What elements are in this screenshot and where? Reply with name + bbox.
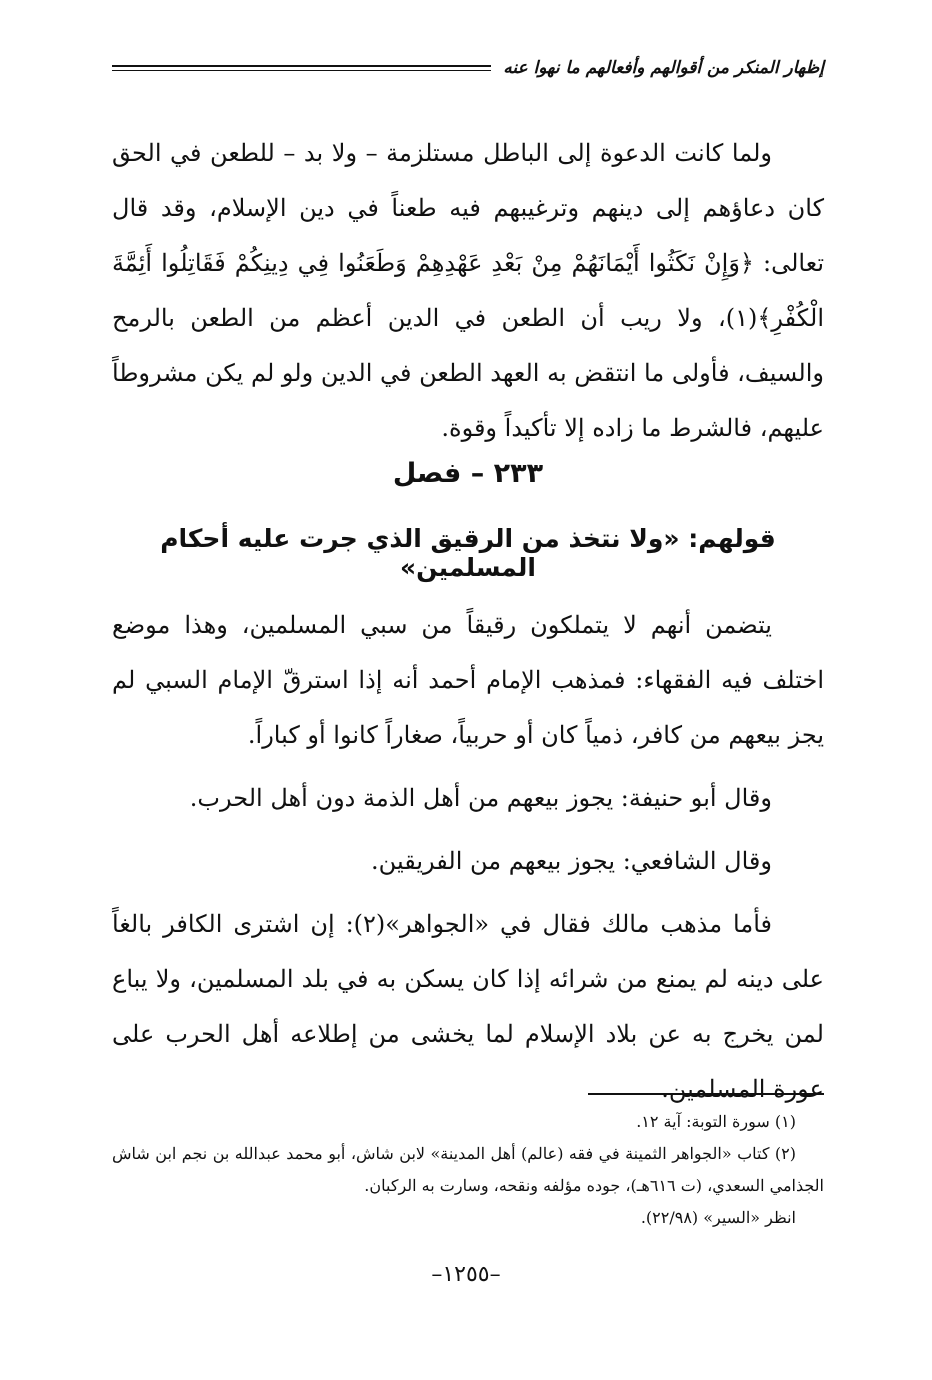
section-number: ٢٣٣ – فصل (392, 458, 544, 489)
paragraph: وقال أبو حنيفة: يجوز بيعهم من أهل الذمة دون أهل الحرب. (189, 784, 772, 812)
footnote: انظر «السير» (٢٢/٩٨). (640, 1208, 796, 1227)
paragraph: يتضمن أنهم لا يتملكون رقيقاً من سبي المسلمين، وهذا موضع اختلف فيه الفقهاء: فمذهب الإمام أحمد أنه إذا استرقّ الإمام السبي لم يجز بيعهم من كافر، ذمياً كان أو حربياً، صغاراً كانوا أو كباراً. (112, 611, 824, 749)
footnote-rule (588, 1093, 824, 1095)
body-text-bottom (112, 598, 824, 1117)
footnote: (٢) كتاب «الجواهر الثمينة في فقه (عالم) أهل المدينة» لابن شاش، أبو محمد عبدالله بن نجم ابن شاش الجذامي السعدي، (ت ٦١٦هـ)، جوده مؤلفه ونقحه، وسارت به الركبان. (112, 1144, 824, 1195)
running-title: إظهار المنكر من أقوالهم وأفعالهم ما نهوا عنه (503, 58, 824, 78)
running-header (112, 58, 824, 78)
body-text-top (112, 126, 824, 456)
page-number: –١٢٥٥– (431, 1262, 501, 1287)
footnotes (112, 1106, 824, 1234)
footnote: (١) سورة التوبة: آية ١٢. (636, 1112, 796, 1131)
paragraph: ولما كانت الدعوة إلى الباطل مستلزمة – ولا بد – للطعن في الحق كان دعاؤهم إلى دينهم وترغيبهم فيه طعناً في دين الإسلام، وقد قال تعالى: ﴿وَإِنْ نَكَثُوا أَيْمَانَهُمْ مِنْ بَعْدِ عَهْدِهِمْ وَطَعَنُوا فِي دِينِكُمْ فَقَاتِلُوا أَئِمَّةَ الْكُفْرِ﴾(١)، ولا ريب أن الطعن في الدين أعظم من الطعن بالرمح والسيف، فأولى ما انتقض به العهد الطعن في الدين ولو لم يكن مشروطاً عليهم، فالشرط ما زاده إلا تأكيداً وقوة. (112, 139, 825, 442)
header-rule (112, 65, 491, 71)
paragraph: وقال الشافعي: يجوز بيعهم من الفريقين. (371, 847, 772, 875)
section-title: قولهم: «ولا نتخذ من الرقيق الذي جرت عليه أحكام المسلمين» (160, 524, 776, 582)
paragraph: فأما مذهب مالك فقال في «الجواهر»(٢): إن اشترى الكافر بالغاً على دينه لم يمنع من شرائه إذا كان يسكن به في بلد المسلمين، ولا يباع لمن يخرج به عن بلاد الإسلام لما يخشى من إطلاعه أهل الحرب على عورة المسلمين. (112, 910, 824, 1103)
